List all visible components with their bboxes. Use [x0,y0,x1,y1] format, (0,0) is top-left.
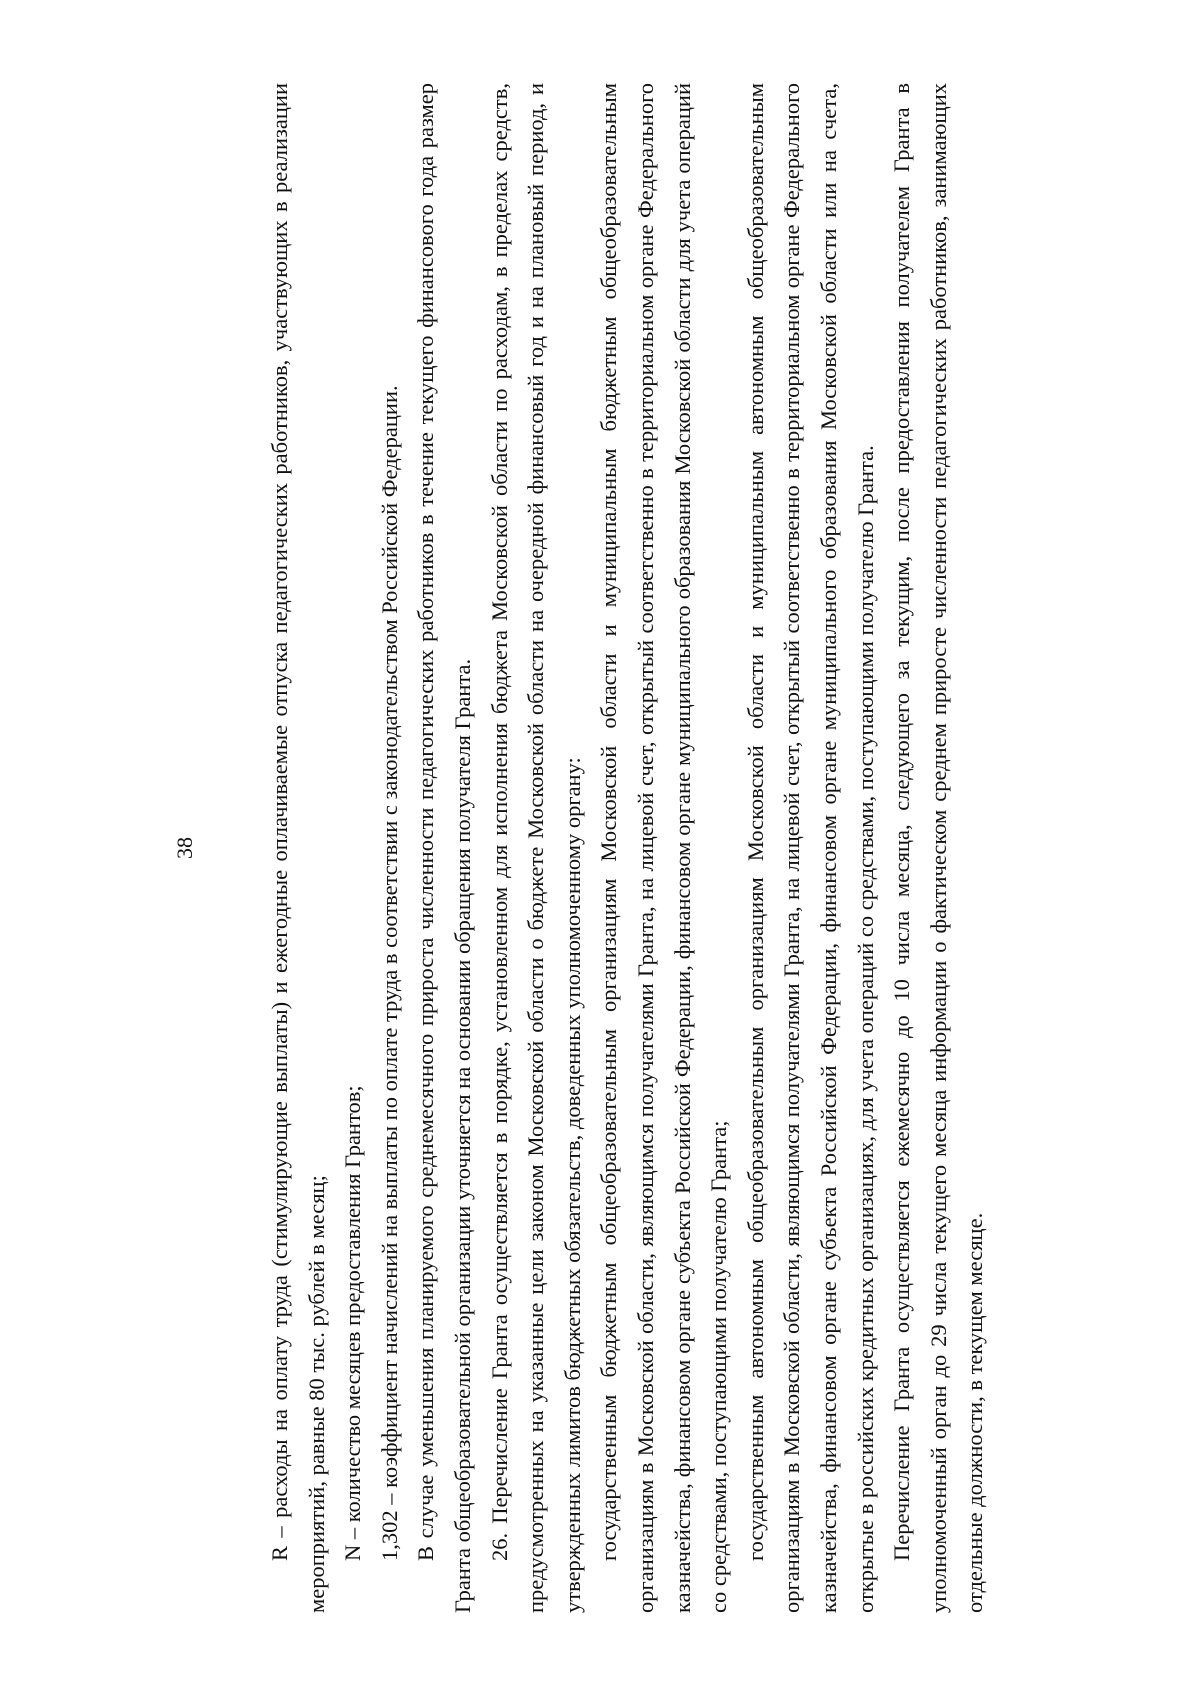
paragraph-budget-orgs: государственным бюджетным общеобразовательным организациям Московской области и муниципальным бюджетным общеобразовательным организациям в Московской области, являющимся получателями Гранта, на лицевой счет, открытый соответственно в территориальном органе Федерального казначейства, финансовом органе субъекта Российской Федерации, финансовом органе муниципального образования Московской области для учета операций со средствами, поступающими получателю Гранта; [596,83,732,1613]
rotated-page [170,83,1030,1613]
paragraph-item-26: 26. Перечисление Гранта осуществляется в порядке, установленном для исполнения бюджета Московской области по расходам, в пределах средств, предусмотренных на указанные цели законом Московской области о бюджете Московской области на очередной финансовый год и на плановый период, и утвержденных лимитов бюджетных обязательств, доведенных уполномоченному органу: [486,83,585,1613]
document-body [262,83,994,1613]
paragraph-autonomous-orgs: государственным автономным общеобразовательным организациям Московской области и муниципальным автономным общеобразовательным организациям в Московской области, являющимся получателями Гранта, на лицевой счет, открытый соответственно в территориальном органе Федерального казначейства, финансовом органе субъекта Российской Федерации, финансовом органе муниципального образования Московской области или на счета, открытые в российских кредитных организациях, для учета операций со средствами, поступающими получателю Гранта. [742,83,878,1613]
paragraph-r-definition: R – расходы на оплату труда (стимулирующие выплаты) и ежегодные оплачиваемые отпуска педагогических работников, участвующих в реализации мероприятий, равные 80 тыс. рублей в месяц; [267,83,329,1613]
paragraph-decrease-case: В случае уменьшения планируемого среднемесячного прироста численности педагогических работников в течение текущего финансового года размер Гранта общеобразовательной организации уточняется на основании обращения получателя Гранта. [413,83,475,1613]
paragraph-n-definition: N – количество месяцев предоставления Грантов; [340,1085,366,1561]
paragraph-coefficient: 1,302 – коэффициент начислений на выплаты по оплате труда в соответствии с законодательством Российской Федерации. [376,385,402,1561]
paragraph-monthly-transfer: Перечисление Гранта осуществляется ежемесячно до 10 числа месяца, следующего за текущим, после предоставления получателем Гранта в уполномоченный орган до 29 числа текущего месяца информации о фактическом среднем приросте численности педагогических работников, занимающих отдельные должности, в текущем месяце. [889,83,988,1613]
page-number: 38 [172,837,197,859]
